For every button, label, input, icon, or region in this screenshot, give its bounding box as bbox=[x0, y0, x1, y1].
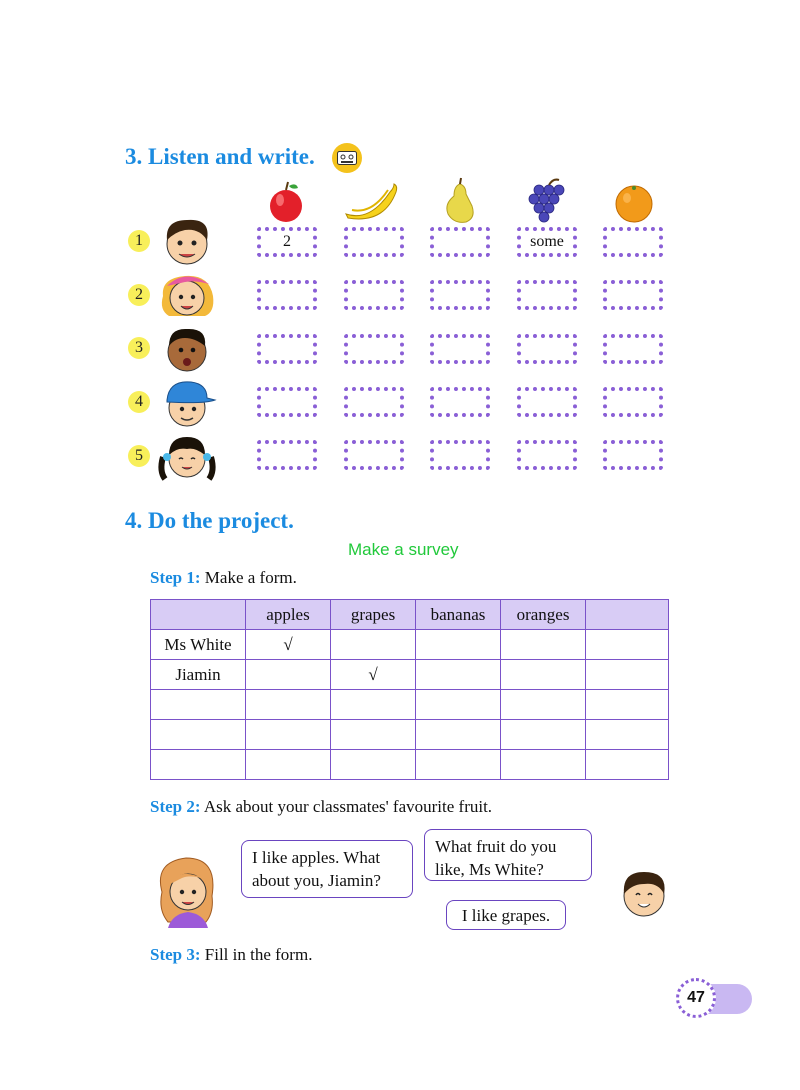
table-cell[interactable] bbox=[331, 750, 416, 780]
cassette-icon[interactable] bbox=[332, 143, 362, 173]
table-cell[interactable] bbox=[586, 660, 669, 690]
orange-icon bbox=[602, 178, 662, 226]
table-cell[interactable] bbox=[331, 630, 416, 660]
answer-box[interactable] bbox=[257, 440, 317, 470]
table-cell[interactable] bbox=[586, 750, 669, 780]
section-4-title: 4. Do the project. bbox=[125, 508, 294, 533]
answer-box[interactable] bbox=[430, 440, 490, 470]
table-cell[interactable] bbox=[501, 660, 586, 690]
table-cell: Ms White bbox=[151, 630, 246, 660]
answer-box[interactable] bbox=[430, 334, 490, 364]
table-cell[interactable]: √ bbox=[246, 630, 331, 660]
answer-box[interactable] bbox=[430, 280, 490, 310]
table-cell[interactable] bbox=[586, 690, 669, 720]
answer-box[interactable] bbox=[344, 387, 404, 417]
table-header-row bbox=[151, 600, 669, 630]
answer-box[interactable] bbox=[344, 227, 404, 257]
table-cell[interactable] bbox=[586, 630, 669, 660]
table-cell[interactable] bbox=[501, 630, 586, 660]
answer-box[interactable] bbox=[517, 334, 577, 364]
speech-bubble: What fruit do you like, Ms White? bbox=[424, 829, 592, 881]
row-number: 2 bbox=[128, 284, 150, 306]
table-header-cell: apples bbox=[246, 600, 331, 630]
table-cell[interactable] bbox=[416, 750, 501, 780]
table-cell[interactable] bbox=[501, 720, 586, 750]
table-header-cell: oranges bbox=[501, 600, 586, 630]
girl-face-icon bbox=[155, 266, 219, 322]
table-cell: Jiamin bbox=[151, 660, 246, 690]
table-cell[interactable] bbox=[416, 720, 501, 750]
table-cell[interactable] bbox=[246, 660, 331, 690]
girl-pigtails-face-icon bbox=[155, 427, 219, 483]
step-text: Fill in the form. bbox=[200, 945, 313, 964]
step-3 bbox=[150, 945, 312, 965]
page-number: 47 bbox=[676, 978, 716, 1018]
table-cell[interactable] bbox=[586, 720, 669, 750]
answer-box[interactable] bbox=[603, 280, 663, 310]
table-cell[interactable] bbox=[246, 720, 331, 750]
boy-cap-face-icon bbox=[155, 374, 219, 430]
table-cell[interactable] bbox=[246, 750, 331, 780]
table-row bbox=[151, 630, 669, 660]
table-header-cell bbox=[151, 600, 246, 630]
answer-box[interactable] bbox=[603, 227, 663, 257]
section-3-title: 3. Listen and write. bbox=[125, 144, 315, 169]
step-2 bbox=[150, 797, 492, 817]
answer-box[interactable] bbox=[603, 387, 663, 417]
row-number: 3 bbox=[128, 337, 150, 359]
answer-box[interactable] bbox=[603, 334, 663, 364]
pear-icon bbox=[430, 176, 490, 224]
table-cell[interactable] bbox=[501, 750, 586, 780]
table-cell[interactable] bbox=[416, 690, 501, 720]
step-1 bbox=[150, 568, 297, 588]
answer-box[interactable] bbox=[517, 280, 577, 310]
jiamin-face-icon bbox=[614, 864, 674, 924]
table-cell[interactable] bbox=[416, 660, 501, 690]
answer-box[interactable] bbox=[603, 440, 663, 470]
table-row bbox=[151, 720, 669, 750]
table-row bbox=[151, 660, 669, 690]
table-row bbox=[151, 750, 669, 780]
step-label: Step 3: bbox=[150, 945, 201, 964]
table-cell[interactable] bbox=[246, 690, 331, 720]
boy-face-icon bbox=[155, 212, 219, 268]
row-number: 4 bbox=[128, 391, 150, 413]
apple-icon bbox=[256, 178, 316, 226]
project-subtitle: Make a survey bbox=[348, 540, 459, 559]
answer-box[interactable] bbox=[517, 440, 577, 470]
speech-bubble: I like grapes. bbox=[446, 900, 566, 930]
step-label: Step 2: bbox=[150, 797, 201, 816]
table-cell[interactable] bbox=[151, 750, 246, 780]
table-header-cell: bananas bbox=[416, 600, 501, 630]
answer-box[interactable] bbox=[344, 334, 404, 364]
survey-form bbox=[150, 599, 669, 780]
answer-box[interactable]: some bbox=[517, 227, 577, 257]
answer-box[interactable] bbox=[430, 227, 490, 257]
answer-box[interactable] bbox=[344, 440, 404, 470]
table-cell[interactable] bbox=[151, 690, 246, 720]
answer-box[interactable] bbox=[430, 387, 490, 417]
answer-box[interactable] bbox=[344, 280, 404, 310]
boy-face-icon bbox=[155, 320, 219, 376]
table-header-cell bbox=[586, 600, 669, 630]
speech-bubble: I like apples. What about you, Jiamin? bbox=[241, 840, 413, 898]
answer-box[interactable] bbox=[517, 387, 577, 417]
answer-box[interactable] bbox=[257, 334, 317, 364]
grapes-icon bbox=[515, 176, 575, 224]
answer-box[interactable] bbox=[257, 387, 317, 417]
step-label: Step 1: bbox=[150, 568, 201, 587]
table-cell[interactable] bbox=[501, 690, 586, 720]
table-cell[interactable] bbox=[416, 630, 501, 660]
row-number: 5 bbox=[128, 445, 150, 467]
ms-white-illustration bbox=[152, 852, 224, 928]
table-cell[interactable] bbox=[151, 720, 246, 750]
step-text: Ask about your classmates' favourite fruit. bbox=[200, 797, 493, 816]
answer-box[interactable]: 2 bbox=[257, 227, 317, 257]
table-cell[interactable]: √ bbox=[331, 660, 416, 690]
table-cell[interactable] bbox=[331, 690, 416, 720]
row-number: 1 bbox=[128, 230, 150, 252]
table-header-cell: grapes bbox=[331, 600, 416, 630]
table-cell[interactable] bbox=[331, 720, 416, 750]
table-row bbox=[151, 690, 669, 720]
banana-icon bbox=[340, 178, 400, 226]
step-text: Make a form. bbox=[200, 568, 297, 587]
answer-box[interactable] bbox=[257, 280, 317, 310]
